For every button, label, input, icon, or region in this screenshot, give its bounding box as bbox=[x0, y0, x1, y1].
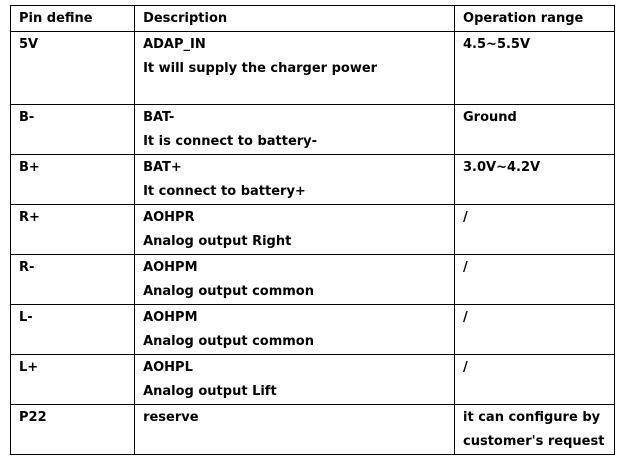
description-cell bbox=[135, 405, 455, 455]
pin-cell bbox=[11, 255, 135, 305]
range-cell bbox=[455, 105, 615, 155]
table-row bbox=[11, 305, 615, 355]
table-row bbox=[11, 205, 615, 255]
range-text: / bbox=[463, 260, 468, 275]
pin-label: R- bbox=[19, 260, 35, 275]
column-header-operation-range: Operation range bbox=[455, 6, 615, 32]
table-row bbox=[11, 255, 615, 305]
description-cell bbox=[135, 355, 455, 405]
description-signal: AOHPR bbox=[143, 210, 195, 225]
pin-label: P22 bbox=[19, 410, 47, 425]
pin-label: B- bbox=[19, 110, 35, 125]
range-cell bbox=[455, 255, 615, 305]
pin-cell bbox=[11, 355, 135, 405]
description-text: Analog output Lift bbox=[143, 384, 277, 399]
pin-label: R+ bbox=[19, 210, 40, 225]
range-text: it can configure by bbox=[463, 410, 601, 425]
description-signal: AOHPM bbox=[143, 310, 198, 325]
table-row bbox=[11, 355, 615, 405]
range-cell bbox=[455, 405, 615, 455]
description-signal: AOHPM bbox=[143, 260, 198, 275]
description-text: Analog output common bbox=[143, 334, 314, 349]
range-cell bbox=[455, 355, 615, 405]
pin-cell bbox=[11, 405, 135, 455]
table-row bbox=[11, 405, 615, 455]
range-text: / bbox=[463, 310, 468, 325]
description-cell bbox=[135, 305, 455, 355]
description-cell bbox=[135, 32, 455, 105]
range-text: 3.0V~4.2V bbox=[463, 160, 541, 175]
description-signal: reserve bbox=[143, 410, 199, 425]
range-cell bbox=[455, 305, 615, 355]
pin-definition-table bbox=[10, 5, 615, 455]
pin-label: 5V bbox=[19, 37, 39, 52]
range-text: Ground bbox=[463, 110, 517, 125]
pin-label: B+ bbox=[19, 160, 40, 175]
description-text: Analog output common bbox=[143, 284, 314, 299]
description-cell bbox=[135, 205, 455, 255]
description-signal: ADAP_IN bbox=[143, 37, 206, 52]
description-signal: BAT+ bbox=[143, 160, 182, 175]
description-signal: BAT- bbox=[143, 110, 175, 125]
description-cell bbox=[135, 155, 455, 205]
table-row bbox=[11, 105, 615, 155]
range-cell bbox=[455, 32, 615, 105]
description-text: It will supply the charger power bbox=[143, 61, 378, 76]
pin-label: L- bbox=[19, 310, 33, 325]
range-cell bbox=[455, 205, 615, 255]
description-cell bbox=[135, 105, 455, 155]
description-cell bbox=[135, 255, 455, 305]
pin-cell bbox=[11, 305, 135, 355]
column-header-description: Description bbox=[135, 6, 455, 32]
range-text: / bbox=[463, 210, 468, 225]
description-text: It connect to battery+ bbox=[143, 184, 306, 199]
pin-label: L+ bbox=[19, 360, 39, 375]
pin-cell bbox=[11, 205, 135, 255]
column-header-pin-define: Pin define bbox=[11, 6, 135, 32]
range-text-continued: customer's request bbox=[463, 434, 605, 449]
pin-cell bbox=[11, 32, 135, 105]
description-text: It is connect to battery- bbox=[143, 134, 318, 149]
pin-cell bbox=[11, 155, 135, 205]
description-signal: AOHPL bbox=[143, 360, 193, 375]
description-text: Analog output Right bbox=[143, 234, 292, 249]
table-row bbox=[11, 155, 615, 205]
table-header-row bbox=[11, 6, 615, 32]
range-text: 4.5~5.5V bbox=[463, 37, 531, 52]
table-row bbox=[11, 32, 615, 105]
range-text: / bbox=[463, 360, 468, 375]
pin-cell bbox=[11, 105, 135, 155]
range-cell bbox=[455, 155, 615, 205]
